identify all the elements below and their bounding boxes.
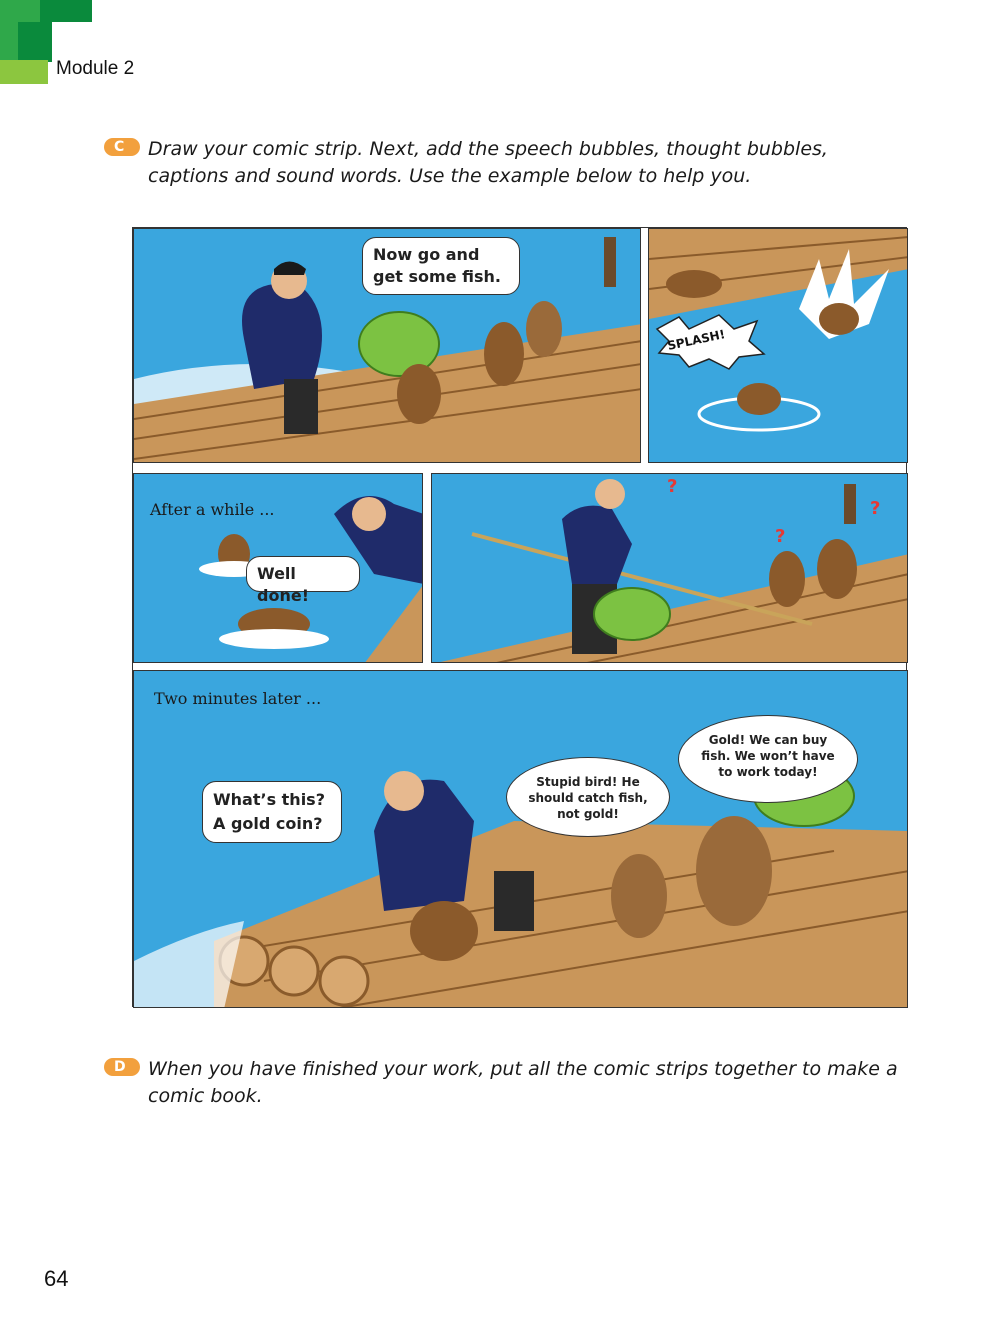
question-mark-2: ? <box>775 526 786 547</box>
comic-strip <box>132 227 907 1007</box>
question-mark-1: ? <box>667 476 678 497</box>
comic-panel-1 <box>133 228 641 463</box>
page-number: 64 <box>44 1266 69 1291</box>
caption-panel-5: Two minutes later ... <box>154 689 322 708</box>
task-d-instructions: When you have finished your work, put all the comic strips together to make a comic book. <box>148 1058 898 1107</box>
module-label: Module 2 <box>56 58 135 79</box>
task-d <box>104 1056 904 1110</box>
task-c-badge: C <box>104 138 140 156</box>
task-c <box>104 136 904 190</box>
thought-bubble-2: Gold! We can buy fish. We won’t have to work today! <box>678 715 858 803</box>
comic-panel-5 <box>133 670 908 1008</box>
task-d-badge: D <box>104 1058 140 1076</box>
comic-panel-2 <box>648 228 908 463</box>
question-mark-3: ? <box>870 498 881 519</box>
comic-panel-3 <box>133 473 423 663</box>
caption-panel-3: After a while ... <box>150 500 275 519</box>
comic-panel-4 <box>431 473 908 663</box>
panel-4-art <box>432 474 908 663</box>
speech-bubble-panel-1: Now go and get some fish. <box>362 237 520 295</box>
speech-bubble-panel-5: What’s this? A gold coin? <box>202 781 342 843</box>
speech-bubble-panel-3: Well done! <box>246 556 360 592</box>
sound-word-splash: SPLASH! <box>666 327 727 353</box>
task-c-instructions: Draw your comic strip. Next, add the speech bubbles, thought bubbles, captions and sound words. Use the example below to help you. <box>148 138 828 187</box>
thought-bubble-1: Stupid bird! He should catch fish, not gold! <box>506 757 670 837</box>
